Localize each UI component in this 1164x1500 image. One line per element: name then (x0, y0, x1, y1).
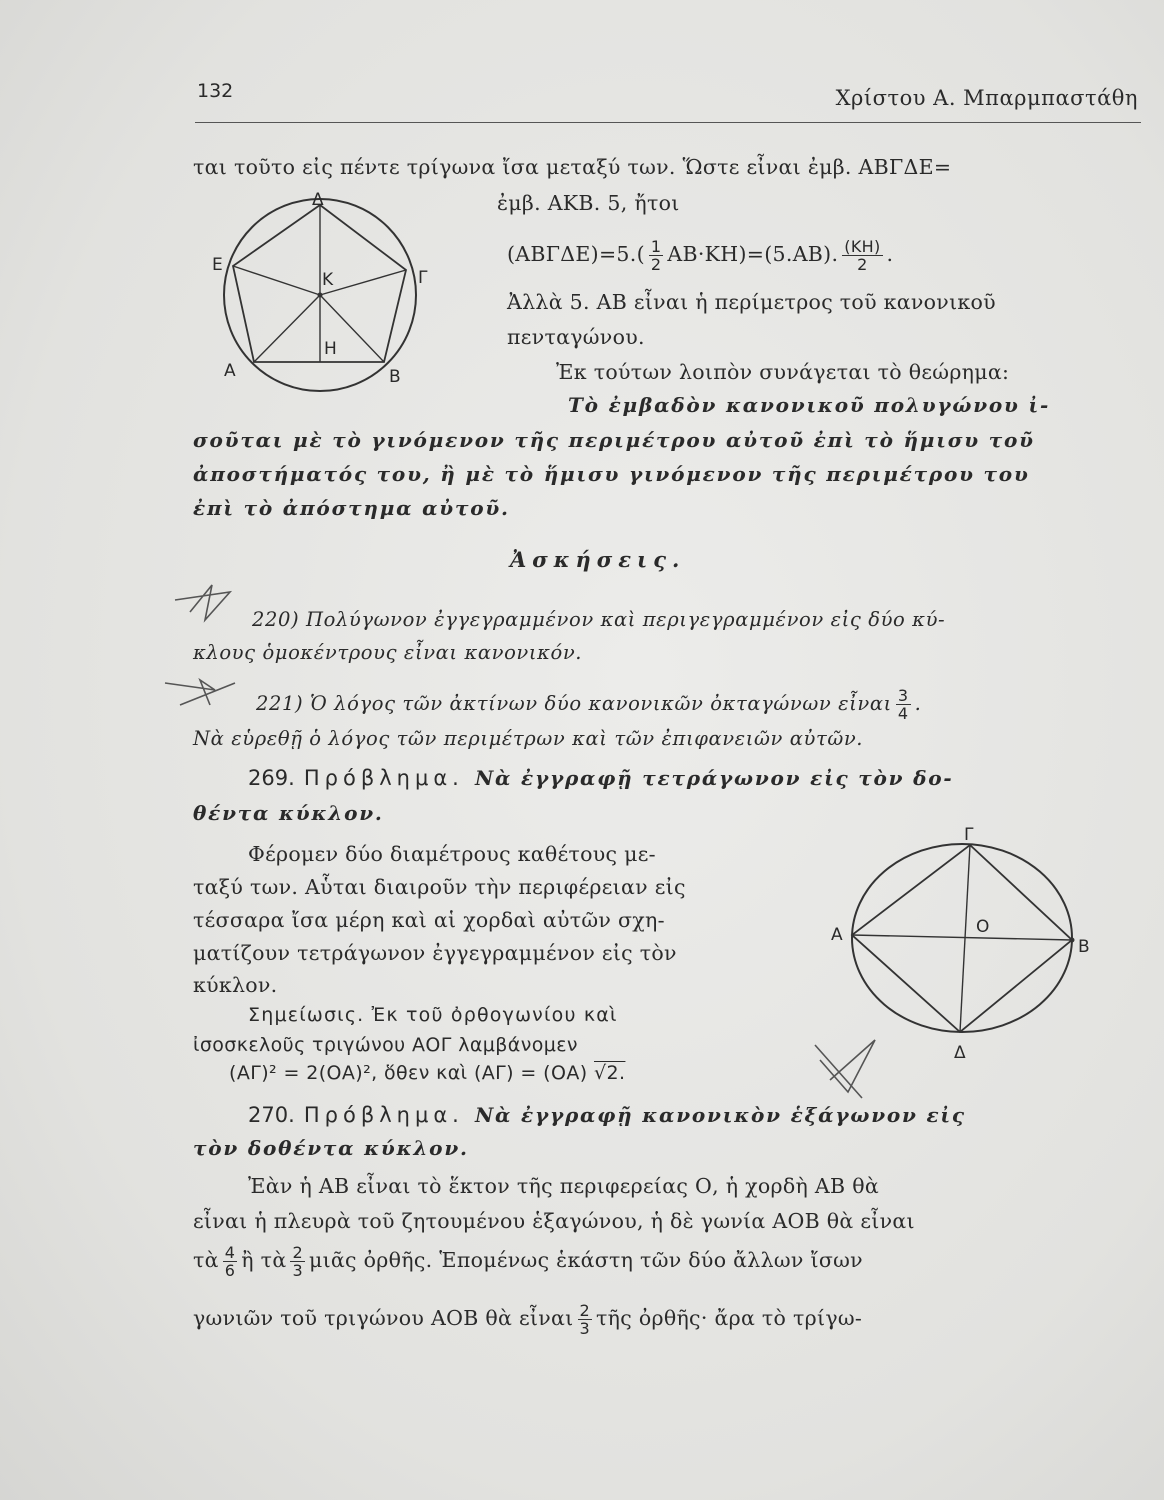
pentagon-label-h: Η (324, 339, 337, 359)
formula-left: (ΑΒΓΔΕ)=5.( (507, 242, 645, 266)
ratio-fraction: $\frac{3}{4}$ (897, 686, 909, 723)
formula-fraction-half: $\frac{1}{2}$ (650, 237, 662, 274)
square-label-o: Ο (976, 917, 990, 937)
p269-body-1: Φέρομεν δύο διαμέτρους καθέτους με- (248, 842, 656, 866)
proof-line-5: Ἐκ τούτων λοιπὸν συνάγεται τὸ θεώρημα: (556, 360, 1010, 384)
formula-middle: ΑΒ·ΚΗ)=(5.ΑΒ). (667, 242, 839, 266)
exercise-221-line-2: Νὰ εὑρεθῇ ὁ λόγος τῶν περιμέτρων καὶ τῶν ἐπιφανειῶν αὐτῶν. (193, 727, 864, 750)
p269-note-1: Σημείωσις. Ἐκ τοῦ ὀρθογωνίου καὶ (248, 1004, 618, 1026)
square-label-gamma: Γ (964, 825, 974, 845)
p270-body-4: γωνιῶν τοῦ τριγώνου ΑΟΒ θὰ εἶναι $\frac{2}{3}$ τῆς ὀρθῆς· ἄρα τὸ τρίγω- (193, 1301, 863, 1338)
problem-270-title-2: τὸν δοθέντα κύκλον. (193, 1136, 469, 1160)
pencil-check-mark-221 (165, 680, 235, 705)
p270-body-2: εἶναι ἡ πλευρὰ τοῦ ζητουμένου ἑξαγώνου, ἡ δὲ γωνία ΑΟΒ θὰ εἶναι (193, 1209, 915, 1233)
p269-body-4: ματίζουν τετράγωνον ἐγγεγραμμένον εἰς τὸν (193, 941, 677, 965)
fraction-2-3-second: $\frac{2}{3}$ (579, 1301, 590, 1338)
square-label-b: Β (1078, 937, 1090, 957)
running-head: Χρίστου Α. Μπαρμπαστάθη (835, 86, 1138, 110)
exercise-220-line-1: 220) Πολύγωνον ἐγγεγραμμένον καὶ περιγεγραμμένον εἰς δύο κύ- (252, 608, 946, 631)
problem-270-heading: 270. Πρόβλημα. Νὰ ἐγγραφῇ κανονικὸν ἑξάγωνον εἰς (248, 1103, 966, 1127)
theorem-line-2: σοῦται μὲ τὸ γινόμενον τῆς περιμέτρου αὐτοῦ ἐπὶ τὸ ἥμισυ τοῦ (193, 428, 1035, 452)
p270-body-3: τὰ $\frac{4}{6}$ ἢ τὰ $\frac{2}{3}$ μιᾶς ὀρθῆς. Ἑπομένως ἑκάστη τῶν δύο ἄλλων ἴσων (193, 1243, 863, 1280)
area-formula: (ΑΒΓΔΕ)=5.( $\frac{1}{2}$ ΑΒ·ΚΗ)=(5.ΑΒ). $\frac{(KH)}{2}$ . (507, 237, 894, 274)
p269-body-2: ταξύ των. Αὗται διαιροῦν τὴν περιφέρειαν εἰς (193, 875, 686, 899)
p269-body-5: κύκλον. (193, 973, 278, 997)
pentagon-label-gamma: Γ (418, 268, 428, 288)
p269-note-3: (ΑΓ)² = 2(ΟΑ)², ὅθεν καὶ (ΑΓ) = (ΟΑ) √2. (229, 1062, 626, 1084)
exercise-220-line-2: κλους ὁμοκέντρους εἶναι κανονικόν. (193, 641, 583, 664)
p269-note-2: ἰσοσκελοῦς τριγώνου ΑΟΓ λαμβάνομεν (193, 1034, 578, 1056)
problem-269-title-2: θέντα κύκλον. (193, 801, 384, 825)
pentagon-label-b: Β (389, 367, 401, 387)
proof-line-4: πενταγώνου. (507, 325, 645, 349)
pentagon-radii (233, 205, 406, 362)
p269-body-3: τέσσαρα ἴσα μέρη καὶ αἱ χορδαὶ αὐτῶν σχη- (193, 908, 665, 932)
fraction-4-6: $\frac{4}{6}$ (224, 1243, 236, 1280)
pencil-check-mark-269 (815, 1040, 875, 1098)
fraction-2-3: $\frac{2}{3}$ (292, 1243, 303, 1280)
square-label-a: Α (831, 925, 843, 945)
exercises-heading: Ἀσκήσεις. (510, 547, 686, 572)
pencil-check-mark-220 (175, 585, 230, 620)
proof-line-3: Ἀλλὰ 5. ΑΒ εἶναι ἡ περίμετρος τοῦ κανονικοῦ (507, 290, 996, 314)
formula-fraction-kh: $\frac{(KH)}{2}$ (844, 237, 881, 274)
pentagon-center-dot (318, 293, 323, 298)
problem-269-heading: 269. Πρόβλημα. Νὰ ἐγγραφῇ τετράγωνον εἰς τὸν δο- (248, 766, 954, 790)
p270-body-1: Ἐὰν ἡ ΑΒ εἶναι τὸ ἕκτον τῆς περιφερείας Ο, ἡ χορδὴ ΑΒ θὰ (248, 1174, 879, 1198)
theorem-line-3: ἀποστήματός του, ἢ μὲ τὸ ἥμισυ γινόμενον τῆς περιμέτρου του (193, 462, 1030, 486)
square-point-b (1070, 938, 1075, 943)
pentagon-label-a: Α (224, 361, 236, 381)
pentagon-label-delta: Δ (312, 190, 324, 210)
page-number: 132 (197, 80, 234, 102)
proof-line-1: ται τοῦτο εἰς πέντε τρίγωνα ἴσα μεταξύ των. Ὥστε εἶναι ἐμβ. ΑΒΓΔΕ= (193, 155, 952, 179)
square-label-delta: Δ (954, 1043, 966, 1063)
proof-line-2: ἐμβ. ΑΚΒ. 5, ἤτοι (497, 191, 680, 215)
theorem-line-4: ἐπὶ τὸ ἀπόστημα αὐτοῦ. (193, 496, 510, 520)
exercise-221-line-1: 221) Ὁ λόγος τῶν ἀκτίνων δύο κανονικῶν ὀκταγώνων εἶναι $\frac{3}{4}$ . (256, 686, 922, 723)
pentagon-label-e: Ε (212, 255, 223, 275)
theorem-line-1: Τὸ ἐμβαδὸν κανονικοῦ πολυγώνου ἰ- (568, 393, 1051, 417)
pentagon-label-k: Κ (322, 270, 334, 290)
